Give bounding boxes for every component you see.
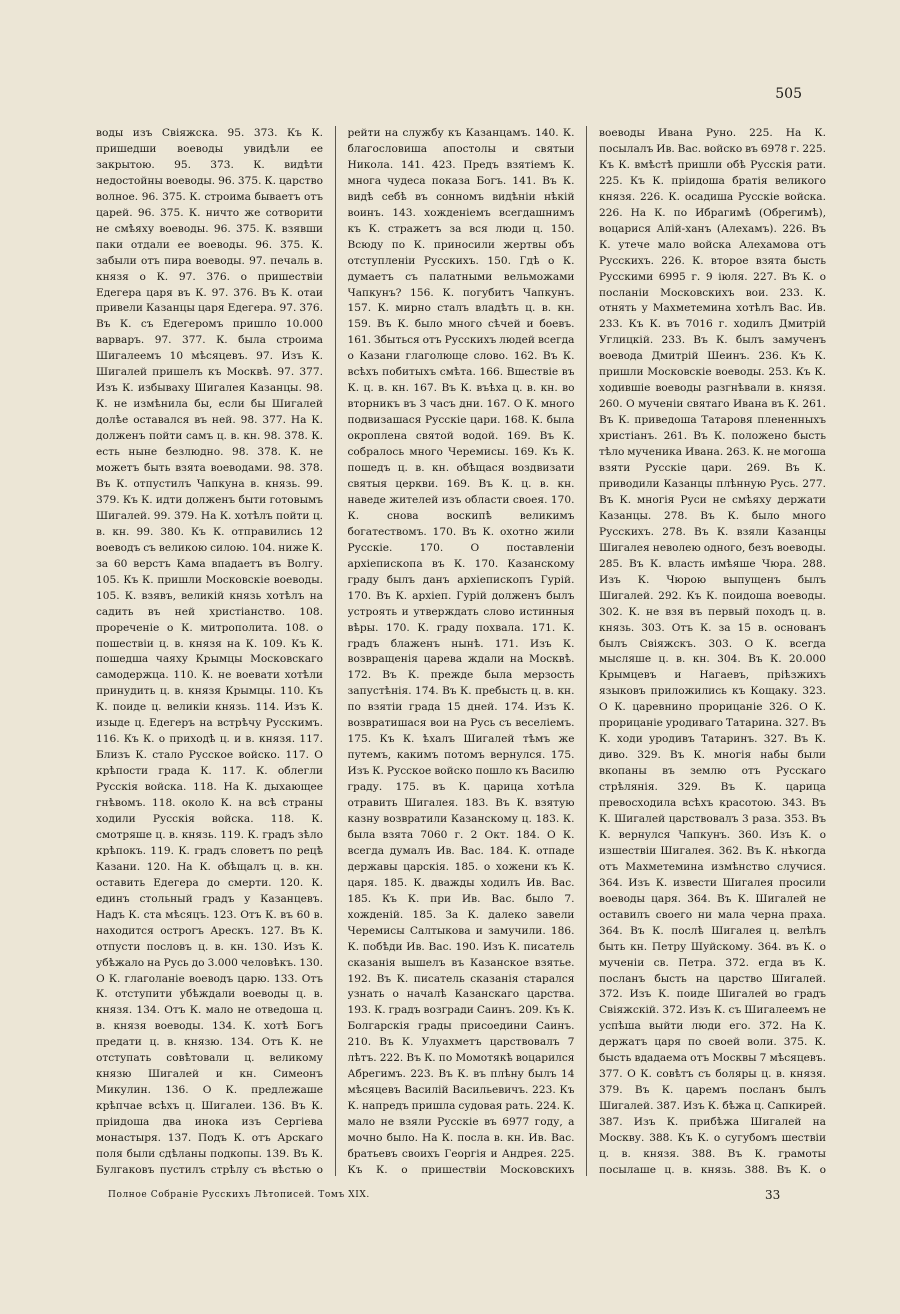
column-divider-1 — [335, 126, 336, 1176]
footer-title: Полное Собраніе Русскихъ Лѣтописей. Томъ XIX. — [108, 1190, 370, 1200]
column-divider-2 — [586, 126, 587, 1176]
column-1: воды изъ Свіяжска. 95. 373. Къ К. пришедши воеводы увидѣли ее закрытою. 95. 373. К. видѣти недостойны воеводы. 96. 375. К. царство волное. 96. 375. К. строима бываетъ отъ царей. 96. 375. К. ничто же сотворити не смѣяху воеводы. 96. 375. К. взявши паки отдали ее воеводы. 96. 375. К. забыли отъ пира воеводы. 97. печаль в. князя о К. 97. 376. о пришествіи Едегера царя въ К. 97. 376. Въ К. отаи привели Казанцы царя Едегера. 97. 376. Въ К. съ Едегеромъ пришло 10.000 варваръ. 97. 377. К. была строима Шигалеемъ 10 мѣсяцевъ. 97. Изъ К. Шигалей пришелъ къ Москвѣ. 97. 377. Изъ К. избываху Шигалея Казанцы. 98. К. не измѣнила бы, если бы Шигалей долѣе оставался въ ней. 98. 377. На К. долженъ пойти самъ ц. в. кн. 98. 378. К. есть ныне безлюдно. 98. 378. К. не можетъ быть взята воеводами. 98. 378. Въ К. отпустилъ Чапкуна в. князь. 99. 379. Къ К. идти долженъ быти готовымъ Шигалей. 99. 379. На К. хотѣлъ пойти ц. в. кн. 99. 380. Къ К. отправились 12 воеводъ съ великою силою. 104. ниже К. за 60 верстъ Кама впадаетъ въ Волгу. 105. Къ К. пришли Московскіе воеводы. 105. К. взявъ, великій князь хотѣлъ на садить въ ней христіанство. 108. прореченіе о К. митрополита. 108. о пошествіи ц. в. князя на К. 109. Къ К. пошедша чаяху Крымцы Московскаго самодержца. 110. К. не воевати хотѣли принудить ц. в. князя Крымцы. 110. Къ К. поиде ц. великiи князь. 114. Изъ К. изыде ц. Едегеръ на встрѣчу Русскимъ. 116. Къ К. о приходѣ ц. и в. князя. 117. Близъ К. стало Русское войско. 117. О крѣпости града К. 117. К. облегли Русскія войска. 118. На К. дыхающее гнѣвомъ. 118. около К. на всѣ страны ходили Русскія войска. 118. К. смотряше ц. в. князь. 119. К. градъ зѣло крѣпокъ. 119. К. градъ словетъ по рецѣ Казани. 120. На К. обѣщалъ ц. в. кн. оставить Едегера до смерти. 120. К. единъ стольный градъ у Казанцевъ. Надъ К. ста мѣсяцъ. 123. Отъ К. въ 60 в. находится острогъ Арескъ. 127. Въ К. отпусти пословъ ц. в. кн. 130. Изъ К. убѣжало на Русь до 3.000 человѣкъ. 130. О К. глаголаніе воеводъ царю. 133. Отъ К. отступити убѣждали воеводы ц. в. князя. 134. Отъ К. мало не отведоша ц. в. князя воеводы. 134. К. хотѣ Богъ предати ц. в. князю. 134. Отъ К. не отступать совѣтовали ц. великому князю Шигалей и кн. Симеонъ Микулин. 136. О К. предлежаше крѣпчае всѣхъ ц. Шигалеи. 136. Въ К. пріидоша два инока изъ Сергіева монастыря. 137. Подъ К. отъ Арскаго поля были сдѣланы подкопы. 139. Въ К. Булгаковъ пустилъ стрѣлу съ вѣстью о — [96, 127, 323, 1176]
text-columns — [96, 126, 826, 1186]
signature-number: 33 — [765, 1188, 781, 1202]
column-3: воеводы Ивана Руно. 225. На К. посылалъ Ив. Вас. войско въ 6978 г. 225. Къ К. вмѣстѣ пришли обѣ Русскія рати. 225. Къ К. пріидоша братія великого князя. 226. К. осадиша Русскіе войска. 226. На К. по Ибрагимѣ (Обрегимѣ), воцарися Алій-ханъ (Алехамъ). 226. Въ К. утече мало войска Алехамова отъ Русскихъ. 226. К. второе взята бысть Русскими 6995 г. 9 іюля. 227. Въ К. о посланіи Московскихъ вои. 233. К. отнять у Махметемина хотѣлъ Вас. Ив. 233. Къ К. въ 7016 г. ходилъ Дмитрій Углицкій. 233. Въ К. былъ замученъ воевода Дмитрій Шеинъ. 236. Къ К. пришли Московскіе воеводы. 253. Къ К. ходившіе воеводы разгнѣвали в. князя. 260. О мученіи святаго Ивана въ К. 261. Въ К. приведоша Татаровя плененныхъ христіанъ. 261. Въ К. положено бысть тѣло мученика Ивана. 263. К. не могоша взяти Русскіе цари. 269. Въ К. приводили Казанцы плѣнную Русь. 277. Въ К. многія Руси не смѣяху держати Казанцы. 278. Въ К. было много Русскихъ. 278. Въ К. взяли Казанцы Шигалея неволею одного, безъ воеводы. 285. Въ К. власть имѣяше Чюра. 288. Изъ К. Чюрою выпущенъ былъ Шигалей. 292. Къ К. поидоша воеводы. 302. К. не взя въ первый походъ ц. в. князь. 303. Отъ К. за 15 в. основанъ былъ Свіяжскъ. 303. О К. всегда мысляше ц. в. кн. 304. Въ К. 20.000 Крымцевъ и Нагаевъ, пріѣзжихъ языковъ приложились къ Кощаку. 323. О К. царевнино прорицаніе 326. О К. прорицаніе уродиваго Татарина. 327. Въ К. ходи уродивъ Татаринъ. 327. Въ К. диво. 329. Въ К. многія набы были вкопаны въ землю отъ Русскаго стрѣлянія. 329. Въ К. царица превосходила всѣхъ красотою. 343. Въ К. Шигалей царствовалъ 3 раза. 353. Въ К. вернулся Чапкунъ. 360. Изъ К. о изшествіи Шигалея. 362. Въ К. нѣкогда отъ Махметемина измѣнство случися. 364. Изъ К. извести Шигалея просили воеводы царя. 364. Въ К. Шигалей не оставилъ своего ни мала черна праха. 364. Въ К. послѣ Шигалея ц. велѣлъ быть кн. Петру Шуйскому. 364. въ К. о мученіи св. Петра. 372. егда въ К. посланъ бысть на царство Шигалей. 372. Изъ К. поиде Шигалей во градъ Свіяжскій. 372. Изъ К. съ Шигалеемъ не успѣша выйти люди его. 372. На К. держатъ царя по своей воли. 375. К. бысть вдадаема отъ Москвы 7 мѣсяцевъ. 377. О К. совѣтъ съ боляры ц. в. князя. 379. Въ К. царемъ посланъ былъ Шигалей. 387. Изъ К. бѣжа ц. Сапкирей. 387. Изъ К. прибѣжа Шигалей на Москву. 388. Къ К. о сугубомъ шествіи ц. в. князя. 388. Въ К. грамоты посылаше ц. в. князь. 388. Въ К. о — [599, 127, 826, 1176]
column-2: рейти на службу къ Казанцамъ. 140. К. благословиша апостолы и святыи Никола. 141. 423. Предъ взятіемъ К. многа чудеса показа Богъ. 141. Въ К. видѣ себѣ въ сонномъ видѣніи нѣкій воинъ. 143. хожденіемъ всегдашнимъ къ К. стражетъ за вся люди ц. 150. Всюду по К. приносили жертвы объ отступленіи Русскихъ. 150. Гдѣ о К. думаетъ съ палатными вельможами Чапкунъ? 156. К. погубитъ Чапкунъ. 157. К. мирно сталъ владѣть ц. в. кн. 159. Въ К. было много сѣчей и боевъ. 161. Збыться отъ Русскихъ людей всегда о Казани глаголюще слово. 162. Въ К. всѣхъ побитыхъ смѣта. 166. Вшествіе въ К. ц. в. кн. 167. Въ К. въѣха ц. в. кн. во вторникъ въ 3 часъ дни. 167. О К. много подвизашася Русскіе цари. 168. К. была окроплена святой водой. 169. Въ К. собралось много Черемисы. 169. Къ К. пошедъ ц. в. кн. обѣщася воздвизати святыя церкви. 169. Въ К. ц. в. кн. наведе жителей изъ области своея. 170. К. снова воскипѣ великимъ богатествомъ. 170. Въ К. охотно жили Русскіе. 170. О поставленіи архіепископа въ К. 170. Казанскому граду былъ данъ архіепископъ Гурій. 170. Въ К. архіеп. Гурій долженъ былъ устроять и утверждать слово истинныя вѣры. 170. К. граду похвала. 171. К. градъ блаженъ нынѣ. 171. Изъ К. возвращенія царева ждали на Москвѣ. 172. Въ К. прежде была мерзость запустѣнія. 174. Въ К. пребысть ц. в. кн. по взятіи града 15 дней. 174. Изъ К. возвратишася вои на Русь съ веселіемъ. 175. Къ К. ѣхалъ Шигалей тѣмъ же путемъ, какимъ потомъ вернулся. 175. Изъ К. Русское войско пошло къ Василю граду. 175. въ К. царица хотѣла отравить Шигалея. 183. Въ К. взятую казну возвратили Казанскому ц. 183. К. была взята 7060 г. 2 Окт. 184. О К. всегда думалъ Ив. Вас. 184. К. отпаде державы царскія. 185. о хожени къ К. царя. 185. К. дважды ходилъ Ив. Вас. 185. Къ К. при Ив. Вас. было 7. хожденій. 185. За К. далеко завели Черемисы Салтыкова и замучили. 186. К. побѣди Ив. Вас. 190. Изъ К. писатель сказанія вышелъ въ Казанское взятье. 192. Въ К. писатель сказанія старался узнать о началѣ Казанскаго царства. 193. К. градъ возгради Саинъ. 209. Къ К. Болгарскія грады присоедини Саинъ. 210. Въ К. Улуахметъ царствовалъ 7 лѣтъ. 222. Въ К. по Момотякѣ воцарился Абрегимъ. 223. Въ К. въ плѣну былъ 14 мѣсяцевъ Василій Васильевичъ. 223. Къ К. напредъ пришла судовая рать. 224. К. мало не взяли Русскіе въ 6977 году, а мочно было. На К. посла в. кн. Ив. Вас. братьевъ своихъ Георгія и Андрея. 225. Къ К. о пришествіи Московскихъ — [347, 127, 575, 1176]
page-number: 505 — [775, 86, 802, 102]
